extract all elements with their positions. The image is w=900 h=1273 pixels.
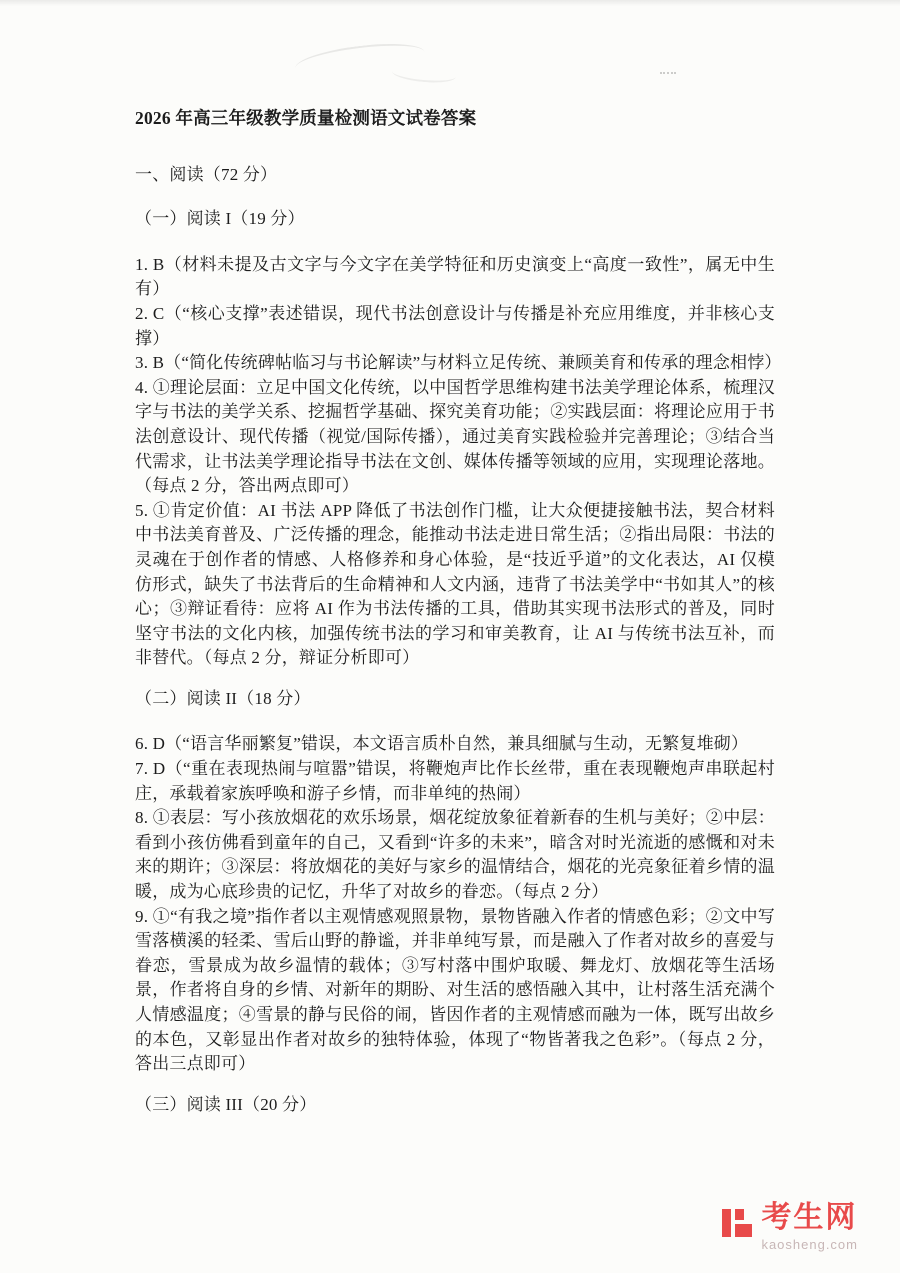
scan-artifact — [660, 66, 676, 74]
part-heading-reading-1: （一）阅读 I（19 分） — [135, 209, 305, 229]
kaosheng-logo-texts — [761, 1203, 858, 1251]
kaosheng-logo-icon — [721, 1206, 753, 1240]
answer-5: 5. ①肯定价值：AI 书法 APP 降低了书法创作门槛，让大众便捷接触书法，契合材料中书法美育普及、广泛传播的理念，能推动书法走进日常生活；②指出局限：书法的灵魂在于创作者的情感、人格修养和身心体验，是“技近乎道”的文化表达，AI 仅模仿形式，缺失了书法背后的生命精神和人文内涵，违背了书法美学中“书如其人”的核心；③辩证看待：应将 AI 作为书法传播的工具，借助其实现书法形式的普及，同时坚守书法的文化内核，加强传统书法的学习和审美教育，让 AI 与传统书法互补，而非替代。（每点 2 分，辩证分析即可） — [135, 500, 775, 668]
document-title: 2026 年高三年级教学质量检测语文试卷答案 — [135, 108, 477, 128]
answer-3: 3. B（“简化传统碑帖临习与书论解读”与材料立足传统、兼顾美育和传承的理念相悖） — [135, 353, 782, 373]
answer-9: 9. ①“有我之境”指作者以主观情感观照景物，景物皆融入作者的情感色彩；②文中写雪落横溪的轻柔、雪后山野的静谧，并非单纯写景，而是融入了作者对故乡的喜爱与眷恋，雪景成为故乡温情的载体；③写村落中围炉取暖、舞龙灯、放烟花等生活场景，作者将自身的乡情、对新年的期盼、对生活的感悟融入其中，让村落生活充满个人情感温度；④雪景的静与民俗的闹，皆因作者的主观情感而融为一体，既写出故乡的本色，又彰显出作者对故乡的独特体验，体现了“物皆著我之色彩”。（每点 2 分，答出三点即可） — [135, 906, 775, 1074]
kaosheng-site-url: kaosheng.com — [761, 1237, 858, 1252]
section-heading-reading: 一、阅读（72 分） — [135, 164, 278, 184]
answer-4: 4. ①理论层面：立足中国文化传统，以中国哲学思维构建书法美学理论体系，梳理汉字与书法的美学关系、挖掘哲学基础、探究美育功能；②实践层面：将理论应用于书法创意设计、现代传播（视觉/国际传播），通过美育实践检验并完善理论；③结合当代需求，让书法美学理论指导书法在文创、媒体传播等领域的应用，实现理论落地。（每点 2 分，答出两点即可） — [135, 377, 775, 496]
kaosheng-site-name: 考生网 — [761, 1201, 858, 1234]
document-content — [135, 106, 782, 1138]
answer-6: 6. D（“语言华丽繁复”错误，本文语言质朴自然，兼具细腻与生动，无繁复堆砌） — [135, 734, 749, 754]
part-heading-reading-2: （二）阅读 II（18 分） — [135, 688, 311, 708]
kaosheng-watermark-logo — [721, 1203, 858, 1251]
answer-7: 7. D（“重在表现热闹与喧嚣”错误，将鞭炮声比作长丝带，重在表现鞭炮声串联起村庄，承载着家族呼唤和游子乡情，而非单纯的热闹） — [135, 759, 775, 803]
scan-artifact — [391, 63, 456, 85]
answers-part-2 — [135, 732, 775, 1076]
answer-8: 8. ①表层：写小孩放烟花的欢乐场景，烟花绽放象征着新春的生机与美好；②中层：看到小孩仿佛看到童年的自己，又看到“许多的未来”，暗含对时光流逝的感慨和对未来的期许；③深层：将放烟花的美好与家乡的温情结合，烟花的光亮象征着乡情的温暖，成为心底珍贵的记忆，升华了对故乡的眷恋。（每点 2 分） — [135, 808, 775, 902]
answers-part-1 — [135, 253, 782, 671]
answer-2: 2. C（“核心支撑”表述错误，现代书法创意设计与传播是补充应用维度，并非核心支撑） — [135, 303, 775, 348]
answer-1: 1. B（材料未提及古文字与今文字在美学特征和历史演变上“高度一致性”，属无中生有） — [135, 254, 775, 299]
scan-top-edge — [0, 0, 900, 6]
part-heading-reading-3: （三）阅读 III（20 分） — [135, 1094, 317, 1114]
